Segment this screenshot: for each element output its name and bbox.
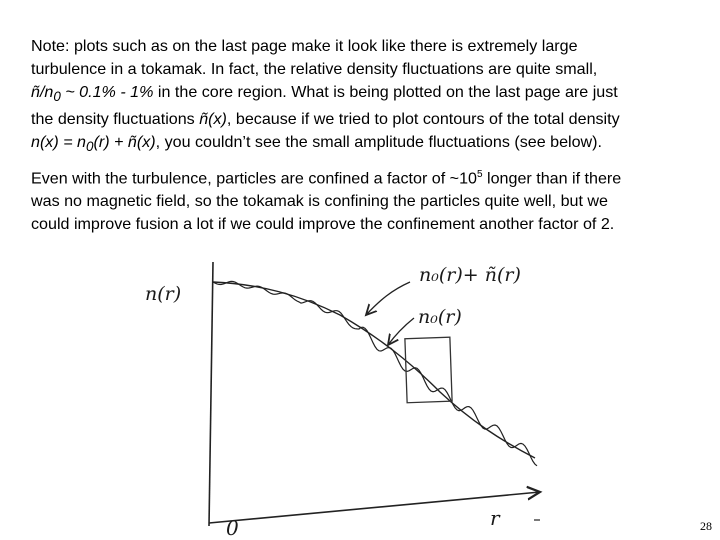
range-text: ~ 0.1% - 1% (60, 83, 154, 101)
page-number: 28 (700, 519, 712, 533)
ratio-subscript: 0 (53, 89, 61, 105)
line-end: , you couldn’t see the small amplitude fluctuations (see below). (155, 133, 603, 152)
text-line: turbulence in a tokamak. In fact, the relative density fluctuations are quite small, (31, 60, 598, 78)
equation-subscript: 0 (86, 139, 94, 155)
exponent: 5 (476, 169, 483, 180)
line-end: , because if we tried to plot contours of the total density (226, 110, 620, 129)
equation-start: n(x) = n (31, 133, 87, 152)
n-tilde-x: ñ(x) (199, 110, 227, 129)
y-axis-label: n(r) (145, 283, 182, 305)
text-line: could improve fusion a lot if we could improve the confinement another factor of 2. (31, 215, 615, 234)
line-end: longer than if there (482, 169, 622, 188)
equation-rest: (r) + ñ(x) (93, 133, 156, 152)
pointer-arrow-total (366, 282, 410, 315)
text-line: was no magnetic field, so the tokamak is confining the particles quite well, but we (31, 192, 608, 211)
x-axis-label: r (490, 506, 500, 530)
origin-label: 0 (226, 516, 239, 540)
mean-density-curve (213, 282, 535, 458)
y-axis (209, 262, 213, 526)
line-start: Even with the turbulence, particles are confined a factor of ~10 (31, 169, 477, 188)
label-mean-density: n₀(r) (418, 306, 462, 328)
label-total-density: n₀(r)+ ñ(r) (419, 264, 521, 286)
zoom-box (405, 337, 452, 403)
turbulent-density-curve (213, 281, 537, 465)
line-start: the density fluctuations (31, 110, 200, 129)
line-rest: in the core region. What is being plotted on the last page are just (153, 83, 618, 101)
pointer-arrow-mean (388, 318, 414, 345)
ratio-text: ñ/n (31, 83, 54, 101)
text-line: Note: plots such as on the last page make it look like there is extremely large (31, 37, 578, 55)
